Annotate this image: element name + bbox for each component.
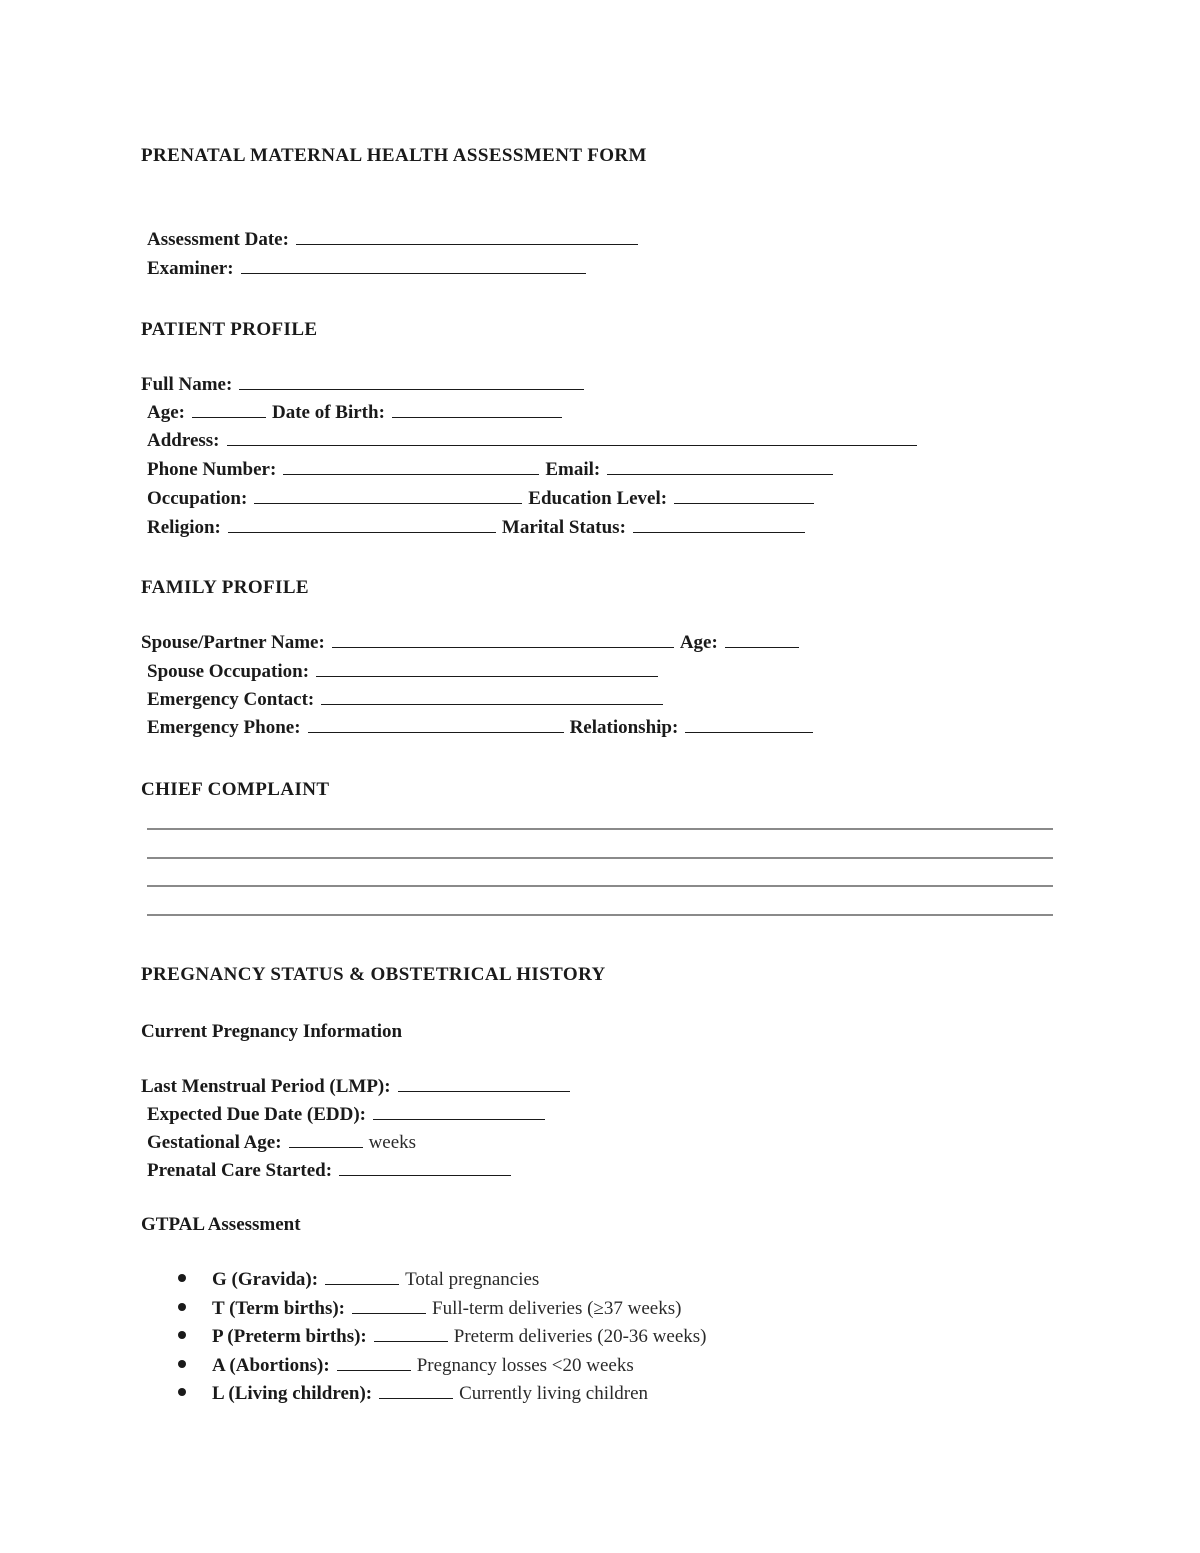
emergency-contact-label: Emergency Contact:	[147, 689, 315, 710]
gtpal-item-preterm	[178, 1323, 706, 1352]
gtpal-item-living	[178, 1380, 706, 1409]
lmp-field[interactable]	[398, 1073, 570, 1092]
education-field[interactable]	[674, 485, 814, 504]
dob-field[interactable]	[392, 399, 562, 418]
spouse-age-field[interactable]	[725, 629, 799, 648]
prenatal-care-label: Prenatal Care Started:	[147, 1160, 333, 1181]
occupation-label: Occupation:	[147, 488, 248, 509]
phone-email-row	[147, 456, 839, 482]
spouse-occupation-label: Spouse Occupation:	[147, 661, 310, 682]
living-field[interactable]	[379, 1380, 453, 1399]
examiner-label: Examiner:	[147, 258, 234, 279]
age-dob-row	[147, 399, 568, 425]
abortions-field[interactable]	[337, 1352, 411, 1371]
gtpal-note: Total pregnancies	[405, 1269, 540, 1290]
spouse-occupation-field[interactable]	[316, 658, 658, 677]
gtpal-item-gravida	[178, 1266, 706, 1295]
phone-field[interactable]	[283, 456, 539, 475]
gestational-age-label: Gestational Age:	[147, 1132, 282, 1153]
occupation-education-row	[147, 485, 820, 511]
occupation-field[interactable]	[254, 485, 522, 504]
chief-complaint-heading: CHIEF COMPLAINT	[141, 779, 330, 800]
gtpal-note: Pregnancy losses <20 weeks	[416, 1354, 634, 1376]
gtpal-heading: GTPAL Assessment	[141, 1214, 301, 1235]
chief-complaint-line-3[interactable]	[147, 885, 1053, 887]
relationship-label: Relationship:	[569, 717, 679, 738]
full-name-field[interactable]	[239, 371, 584, 390]
religion-marital-row	[147, 514, 811, 540]
spouse-occupation-row	[147, 658, 664, 684]
preterm-field[interactable]	[374, 1323, 448, 1342]
gtpal-label: L (Living children):	[212, 1383, 373, 1404]
address-field[interactable]	[227, 427, 917, 446]
family-profile-heading: FAMILY PROFILE	[141, 577, 309, 598]
email-label: Email:	[545, 459, 601, 480]
religion-label: Religion:	[147, 517, 221, 538]
bullet-icon	[178, 1360, 212, 1376]
gtpal-label: G (Gravida):	[212, 1269, 319, 1290]
gtpal-item-term	[178, 1295, 706, 1324]
gtpal-list	[178, 1266, 706, 1409]
gestational-age-unit: weeks	[368, 1132, 417, 1153]
spouse-name-row	[141, 629, 805, 655]
patient-profile-heading: PATIENT PROFILE	[141, 319, 318, 340]
edd-field[interactable]	[373, 1101, 545, 1120]
current-pregnancy-heading: Current Pregnancy Information	[141, 1021, 403, 1042]
bullet-icon	[178, 1388, 212, 1404]
term-field[interactable]	[352, 1295, 426, 1314]
lmp-row	[141, 1073, 576, 1099]
lmp-label: Last Menstrual Period (LMP):	[141, 1076, 391, 1097]
gestational-age-row	[147, 1129, 416, 1155]
emergency-contact-field[interactable]	[321, 686, 663, 705]
assessment-date-row	[147, 226, 644, 252]
examiner-field[interactable]	[241, 255, 586, 274]
spouse-name-label: Spouse/Partner Name:	[141, 632, 325, 653]
form-title: PRENATAL MATERNAL HEALTH ASSESSMENT FORM	[141, 145, 647, 166]
bullet-icon	[178, 1331, 212, 1347]
bullet-icon	[178, 1274, 212, 1290]
prenatal-care-row	[147, 1157, 517, 1183]
emergency-phone-row	[147, 714, 819, 740]
emergency-contact-row	[147, 686, 669, 712]
address-row	[147, 427, 923, 453]
phone-label: Phone Number:	[147, 459, 277, 480]
bullet-icon	[178, 1303, 212, 1319]
emergency-phone-label: Emergency Phone:	[147, 717, 301, 738]
spouse-name-field[interactable]	[332, 629, 674, 648]
relationship-field[interactable]	[685, 714, 813, 733]
gtpal-note: Currently living children	[459, 1383, 649, 1404]
examiner-row	[147, 255, 592, 281]
full-name-label: Full Name:	[141, 374, 233, 395]
prenatal-care-field[interactable]	[339, 1157, 511, 1176]
edd-row	[147, 1101, 551, 1127]
gestational-age-field[interactable]	[289, 1129, 363, 1148]
full-name-row	[141, 371, 590, 397]
age-label: Age:	[147, 402, 185, 423]
religion-field[interactable]	[228, 514, 496, 533]
gtpal-label: P (Preterm births):	[212, 1326, 367, 1347]
spouse-age-label: Age:	[679, 632, 718, 653]
assessment-date-label: Assessment Date:	[147, 229, 289, 250]
pregnancy-heading: PREGNANCY STATUS & OBSTETRICAL HISTORY	[141, 964, 606, 985]
education-label: Education Level:	[528, 488, 668, 509]
gtpal-label: A (Abortions):	[212, 1354, 330, 1376]
gtpal-note: Preterm deliveries (20-36 weeks)	[453, 1326, 707, 1347]
chief-complaint-line-1[interactable]	[147, 828, 1053, 830]
edd-label: Expected Due Date (EDD):	[147, 1104, 366, 1125]
marital-status-field[interactable]	[633, 514, 805, 533]
dob-label: Date of Birth:	[271, 402, 385, 423]
gtpal-item-abortions	[178, 1352, 706, 1381]
chief-complaint-line-4[interactable]	[147, 914, 1053, 916]
marital-status-label: Marital Status:	[501, 517, 626, 538]
assessment-date-field[interactable]	[296, 226, 638, 245]
emergency-phone-field[interactable]	[308, 714, 564, 733]
chief-complaint-line-2[interactable]	[147, 857, 1053, 859]
email-field[interactable]	[607, 456, 833, 475]
gtpal-label: T (Term births):	[212, 1297, 345, 1319]
age-field[interactable]	[192, 399, 266, 418]
gravida-field[interactable]	[325, 1266, 399, 1285]
address-label: Address:	[147, 430, 220, 451]
gtpal-note: Full-term deliveries (≥37 weeks)	[432, 1297, 682, 1319]
